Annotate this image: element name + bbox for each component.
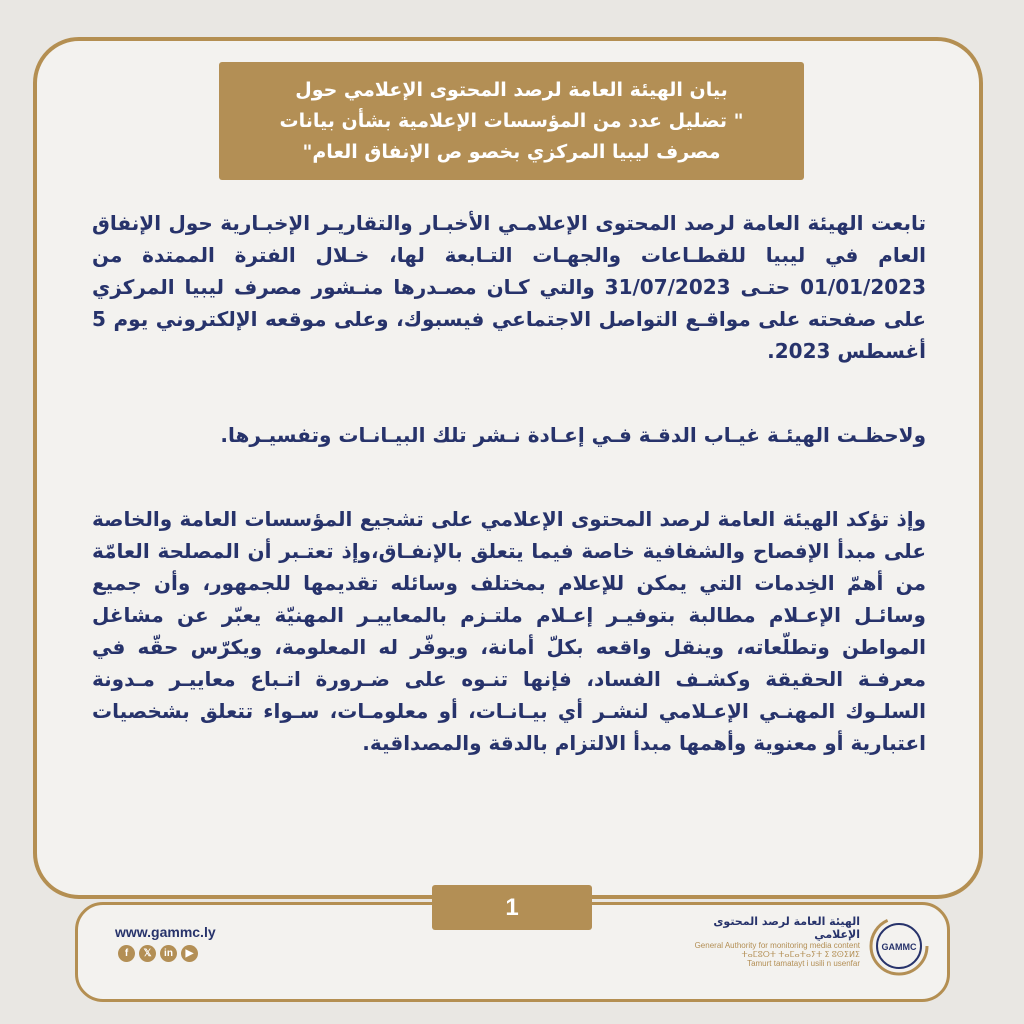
paragraph-3: وإذ تؤكد الهيئة العامة لرصد المحتوى الإعلامي على تشجيع المؤسسات العامة والخاصة على مبدأ الإفصاح والشفافية خاصة فيما يتعلق بالإنفـاق،وإذ تعتـبر أن المصلحة العامّة من أهمّ الخِدمات التي يمكن للإعلام بمختلف وسائله تقديمها للجمهور، وأن جميع وسائـل الإعـلام مطالبة بتوفيـر إعـلام ملتـزم بالمعاييـر المهنيّة يعبّر عن مشاغل المواطن وتطلّعاته، وينقل واقعه بكلّ أمانة، ويوفّر له المعلومة، ويكرّس حقّه في معرفـة الحقيقة وكشـف الفساد، فإنها تنـوه على ضـرورة اتـباع معاييـر مـدونة السلـوك المهنـي الإعـلامي لنشـر أي بيـانـات، أو معلومـات، سـواء تتعلق بشخصيات اعتبارية أو معنوية وأهمها مبدأ الالتزام بالدقة والمصداقية.: [92, 507, 926, 755]
website-link[interactable]: www.gammc.ly: [115, 924, 216, 940]
social-icons: [118, 945, 198, 962]
org-name-arabic: الهيئة العامة لرصد المحتوى الإعلامي: [713, 915, 860, 941]
gammc-logo-icon: [864, 911, 934, 981]
org-name-block: [690, 915, 860, 968]
x-icon[interactable]: 𝕏: [139, 945, 156, 962]
paragraph-1: تابعت الهيئة العامة لرصد المحتوى الإعلامـي الأخبـار والتقاريـر الإخبـارية حول الإنفاق العام في ليبيا للقطـاعات والجهـات التـابعة لها، خـلال الفترة الممتدة من 01/01/2023 حتـى 31/07/2023 والتي كـان مصـدرها منـشور مصرف ليبيا المركزي على صفحته على مواقـع التواصل الاجتماعي فيسبوك، وعلى موقعه الإلكتروني يوم 5 أغسطس 2023.: [92, 211, 926, 363]
org-name-english: General Authority for monitoring media content: [694, 941, 860, 950]
youtube-icon[interactable]: ▶: [181, 945, 198, 962]
page-number: 1: [432, 885, 592, 930]
org-name-tifinagh: ⵜⴰⵎⵓⵔⵜ ⵜⴰⵎⴰⵜⴰⵢⵜ ⵉ ⵓⵙⵉⵍⵉ: [741, 950, 860, 959]
title-line-2: " تضليل عدد من المؤسسات الإعلامية بشأن بيانات: [279, 109, 744, 132]
statement-body: [92, 207, 926, 811]
title-line-3: مصرف ليبيا المركزي بخصو ص الإنفاق العام": [302, 140, 721, 163]
linkedin-icon[interactable]: in: [160, 945, 177, 962]
title-box: [219, 62, 804, 180]
facebook-icon[interactable]: f: [118, 945, 135, 962]
paragraph-2: ولاحظـت الهيئـة غيـاب الدقـة فـي إعـادة نـشر تلك البيـانـات وتفسيـرها.: [220, 423, 926, 447]
logo-text: GAMMC: [881, 942, 917, 952]
title-line-1: بيان الهيئة العامة لرصد المحتوى الإعلامي حول: [295, 78, 728, 101]
org-name-latin: Tamurt tamatayt i usili n usenfar: [747, 959, 860, 968]
